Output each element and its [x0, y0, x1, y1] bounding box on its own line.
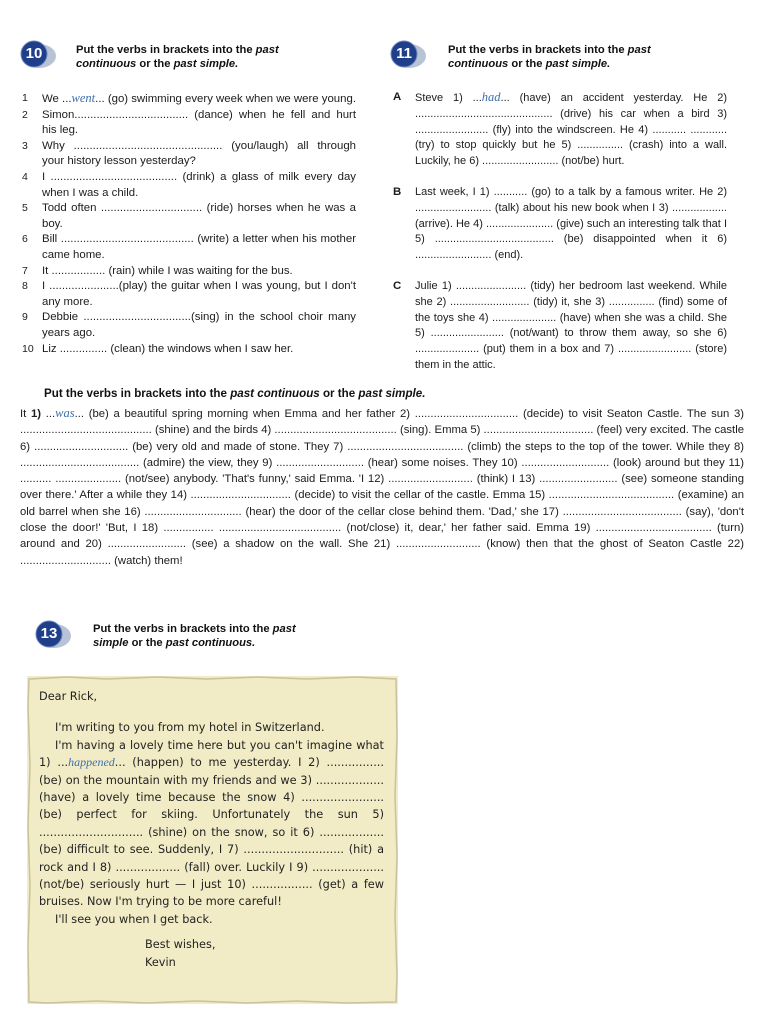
- exercise-10-number: 10: [25, 45, 43, 62]
- exercise-11-badge: [388, 39, 424, 69]
- exercise-13-instruction: Put the verbs in brackets into the past simple or the past continuous.: [93, 623, 296, 649]
- sample-answer: went: [71, 91, 96, 105]
- exercise-10-badge: [18, 39, 54, 69]
- exercise-13-badge: [33, 619, 69, 649]
- exercise-12-instruction: Put the verbs in brackets into the past continuous or the past simple.: [44, 387, 426, 400]
- letter-paragraph-2: I'm having a lovely time here but you can't imagine what 1) ...happened... (happen) to me yesterday. I 2) ................ (be) on the mountain with my friends and we 3) ................... (have) a lovely time because the snow 4) ....................... (be) perfect for skiing. Unfortunately the sun 5) ............................. (shine) on the snow, so it 6) .................. (be) difficult to see. Suddenly, I 7) ............................ (hit) a rock and I 8) .................. (fall) over. Luckily I 9) .................... (not/be) seriously hurt — I just 10) ................. (get) a few bruises. Now I'm trying to be more careful!: [39, 738, 384, 909]
- list-item: 1 We ...went... (go) swimming every week when we were young.: [22, 91, 356, 105]
- exercise-12-story: It 1) ...was... (be) a beautiful spring morning when Emma and her father 2) ................................. (decide) to visit Seaton Castle. The sun 3) .......................................... (shine) and the birds 4) ....................................... (sing). Emma 5) ................................... (feel) very excited. The castle 6) .............................. (be) very old and made of stone. They 7) ..................................... (climb) the steps to the top of the tower. While they 8) ...................................... (admire) the view, they 9) ............................ (hear) some noises. They 10) ............................ (look) around but they 11) .......... ..................... (not/see) anybody. 'That's funny,' said Emma. 'I 12) ........................... (think) I 13) ......................... (see) someone standing over there.' After a while they 14) ................................ (decide) to visit the cellar of the castle. Emma 15) ........................................ (examine) an old barrel when she 16) ............................... (hear) the door of the cellar close behind them. 'Dad,' she 17) ...................................... (say), 'don't close the door!' 'But, I 18) ................ ....................................... (not/close) it, dear,' her father said. Emma 19) ..................................... (turn) around and 20) ......................... (see) a shadow on the wall. She 21) ........................... (know) then that the ghost of Seaton Castle 22) ............................. (watch) them!: [20, 406, 745, 567]
- list-item: 2 Simon.................................... (dance) when he fell and hurt his leg.: [22, 108, 356, 137]
- letter-paragraph-1: I'm writing to you from my hotel in Switzerland.: [55, 721, 325, 735]
- exercise-10-list: [22, 91, 356, 357]
- sample-answer: was: [55, 406, 75, 420]
- exercise-11-text: [393, 90, 727, 374]
- sample-answer: happened: [68, 755, 115, 770]
- sample-answer: had: [481, 90, 501, 104]
- list-item: 5 Todd often ................................ (ride) horses when he was a boy.: [22, 202, 356, 230]
- letter-signature: Kevin: [145, 955, 176, 969]
- paragraph-a: A Steve 1) ...had... (have) an accident yesterday. He 2) ............................................. (drive) his car when a bird 3) ........................ (fly) into the windscreen. He 4) ........... ............ (try) to stop quickly but he 5) ............... (crash) into a wall. Luckily, he 6) ......................... (not/be) hurt.: [393, 90, 727, 168]
- exercise-10-instruction: Put the verbs in brackets into the past continuous or the past simple.: [76, 44, 279, 70]
- list-item: 4 I ........................................ (drink) a glass of milk every day when I was a child.: [22, 170, 356, 199]
- paragraph-c: C Julie 1) ....................... (tidy) her bedroom last weekend. While she 2) .......................... (tidy) it, she 3) ............... (find) some of the toys she 4) ..................... (have) when she was a child. She 5) ........................ (not/want) to throw them away, so she 6) ..................... (put) them in a box and 7) ........................ (store) them in the attic.: [393, 279, 727, 371]
- list-item: 8 I ......................(play) the guitar when I was young, but I don't any more.: [22, 280, 356, 308]
- exercise-11-instruction: Put the verbs in brackets into the past continuous or the past simple.: [448, 44, 651, 70]
- exercise-11-number: 11: [396, 45, 412, 62]
- list-item: 9 Debbie ..................................(sing) in the school choir many years ago.: [22, 311, 356, 339]
- letter-closing: Best wishes,: [145, 938, 216, 952]
- letter-salutation: Dear Rick,: [39, 690, 98, 703]
- paragraph-b: B Last week, I 1) ........... (go) to a talk by a famous writer. He 2) ......................... (talk) about his new book when I 3) .................. (arrive). He 4) ...................... (give) such an interesting talk that I 5) ....................................... (be) disappointed when it 6) ......................... (end).: [393, 185, 727, 262]
- exercise-13-number: 13: [40, 625, 58, 642]
- letter-paragraph-3: I'll see you when I get back.: [55, 912, 213, 926]
- list-item: 6 Bill .......................................... (write) a letter when his mother came home.: [22, 233, 356, 261]
- letter-text: [39, 688, 384, 971]
- list-item: 10 Liz ............... (clean) the windows when I saw her.: [22, 342, 294, 355]
- list-item: 3 Why ............................................... (you/laugh) all through your history lesson yesterday?: [22, 139, 356, 168]
- list-item: 7 It ................. (rain) while I was waiting for the bus.: [22, 264, 293, 277]
